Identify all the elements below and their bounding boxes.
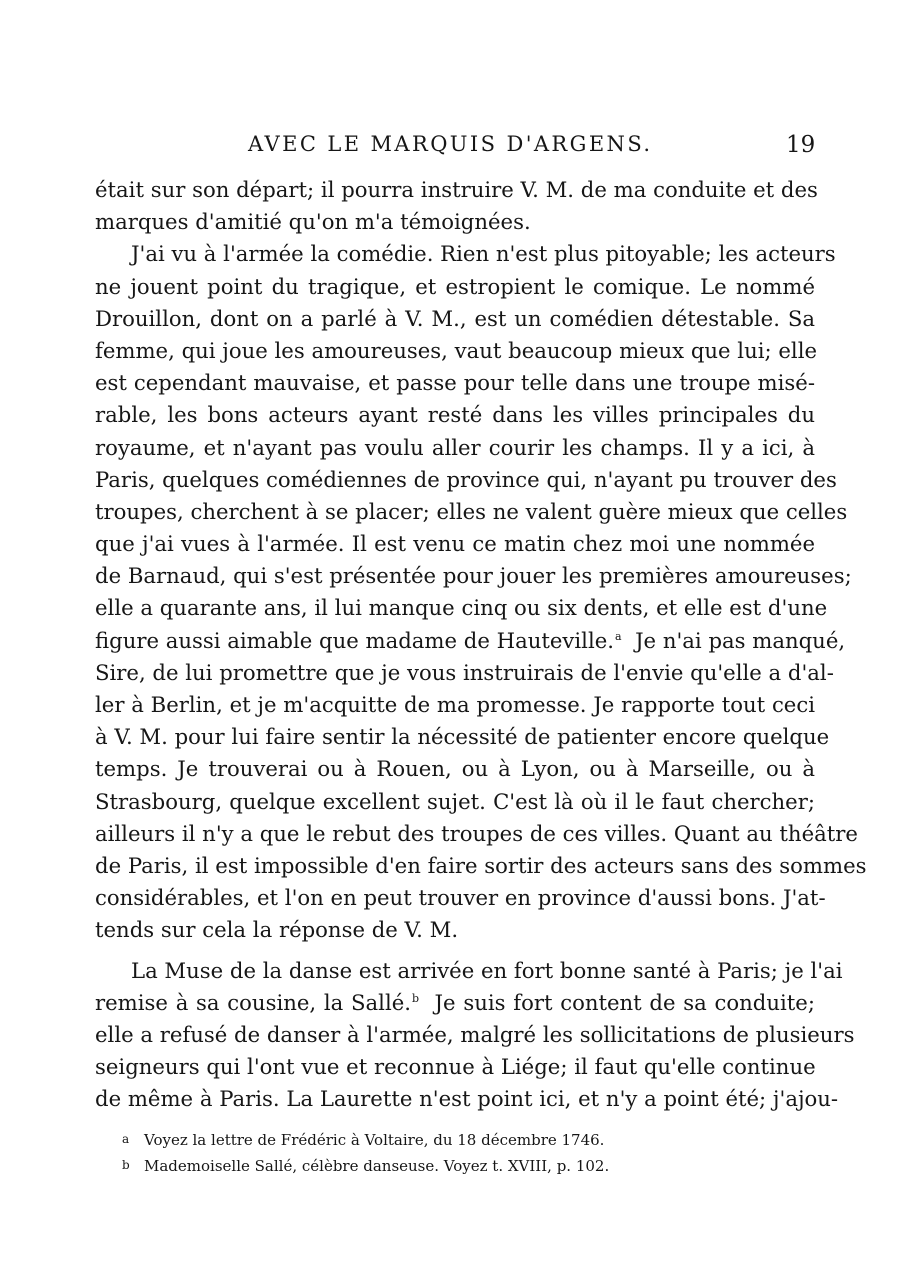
text-line: femme, qui joue les amoureuses, vaut beaucoup mieux que lui; elle bbox=[95, 337, 818, 363]
text-line: Strasbourg, quelque excellent sujet. C'est là où il le faut chercher; bbox=[95, 788, 815, 814]
text-line-with-note bbox=[95, 625, 846, 657]
footnote-marker: a bbox=[122, 1132, 130, 1146]
text-line: Sire, de lui promettre que je vous instruirais de l'envie qu'elle a d'al- bbox=[95, 659, 834, 685]
text-line: elle a refusé de danser à l'armée, malgré les sollicitations de plusieurs bbox=[95, 1021, 855, 1047]
text-line: Paris, quelques comédiennes de province qui, n'ayant pu trouver des bbox=[95, 466, 837, 492]
text-line: que j'ai vues à l'armée. Il est venu ce matin chez moi une nommée bbox=[95, 531, 815, 557]
text-line: rable, les bons acteurs ayant resté dans les villes principales du bbox=[95, 402, 815, 428]
text-line: à V. M. pour lui faire sentir la nécessité de patienter encore quelque bbox=[95, 724, 830, 750]
text-line: est cependant mauvaise, et passe pour telle dans une troupe misé- bbox=[95, 370, 815, 396]
text-line: La Muse de la danse est arrivée en fort bonne santé à Paris; je l'ai bbox=[131, 957, 843, 983]
paragraph-break bbox=[95, 947, 815, 955]
footnote-ref-b[interactable]: b bbox=[412, 991, 420, 1005]
footnote-b bbox=[122, 1152, 822, 1178]
footnote-text: Mademoiselle Sallé, célèbre danseuse. Voyez t. XVIII, p. 102. bbox=[144, 1157, 610, 1175]
text-line: considérables, et l'on en peut trouver en province d'aussi bons. J'at- bbox=[95, 885, 826, 911]
text-segment: Je n'ai pas manqué, bbox=[635, 627, 846, 653]
footnote-text: Voyez la lettre de Frédéric à Voltaire, du 18 décembre 1746. bbox=[144, 1131, 605, 1149]
text-segment: remise à sa cousine, la Sallé. bbox=[95, 989, 412, 1015]
footnote-marker: b bbox=[122, 1158, 130, 1172]
text-line: tends sur cela la réponse de V. M. bbox=[95, 917, 459, 943]
text-line: marques d'amitié qu'on m'a témoignées. bbox=[95, 209, 531, 235]
text-line: de Barnaud, qui s'est présentée pour jouer les premières amoureuses; bbox=[95, 563, 852, 589]
text-line: de même à Paris. La Laurette n'est point ici, et n'y a point été; j'ajou- bbox=[95, 1086, 839, 1112]
footnote-ref-a[interactable]: a bbox=[615, 629, 622, 643]
text-line: ailleurs il n'y a que le rebut des troupes de ces villes. Quant au théâtre bbox=[95, 820, 858, 846]
text-segment: Je suis fort content de sa conduite; bbox=[434, 989, 815, 1015]
running-title: AVEC LE MARQUIS D'ARGENS. bbox=[248, 132, 653, 156]
text-line: seigneurs qui l'ont vue et reconnue à Liége; il faut qu'elle continue bbox=[95, 1054, 816, 1080]
text-line-with-note bbox=[95, 987, 815, 1019]
text-line: elle a quarante ans, il lui manque cinq ou six dents, et elle est d'une bbox=[95, 595, 828, 621]
page-number: 19 bbox=[786, 132, 816, 158]
text-segment: figure aussi aimable que madame de Hauteville. bbox=[95, 627, 615, 653]
text-line: ne jouent point du tragique, et estropient le comique. Le nommé bbox=[95, 273, 815, 299]
running-head bbox=[0, 128, 900, 168]
body-text bbox=[95, 174, 867, 1115]
text-line: royaume, et n'ayant pas voulu aller courir les champs. Il y a ici, à bbox=[95, 434, 815, 460]
text-line: J'ai vu à l'armée la comédie. Rien n'est plus pitoyable; les acteurs bbox=[131, 241, 836, 267]
text-line: de Paris, il est impossible d'en faire sortir des acteurs sans des sommes bbox=[95, 852, 867, 878]
text-line: ler à Berlin, et je m'acquitte de ma promesse. Je rapporte tout ceci bbox=[95, 692, 815, 717]
text-line: était sur son départ; il pourra instruire V. M. de ma conduite et des bbox=[95, 177, 818, 202]
text-line: temps. Je trouverai ou à Rouen, ou à Lyon, ou à Marseille, ou à bbox=[95, 756, 815, 782]
text-line: troupes, cherchent à se placer; elles ne valent guère mieux que celles bbox=[95, 498, 848, 524]
footnotes bbox=[122, 1126, 822, 1178]
footnote-a bbox=[122, 1126, 822, 1152]
text-line: Drouillon, dont on a parlé à V. M., est un comédien détestable. Sa bbox=[95, 305, 815, 331]
